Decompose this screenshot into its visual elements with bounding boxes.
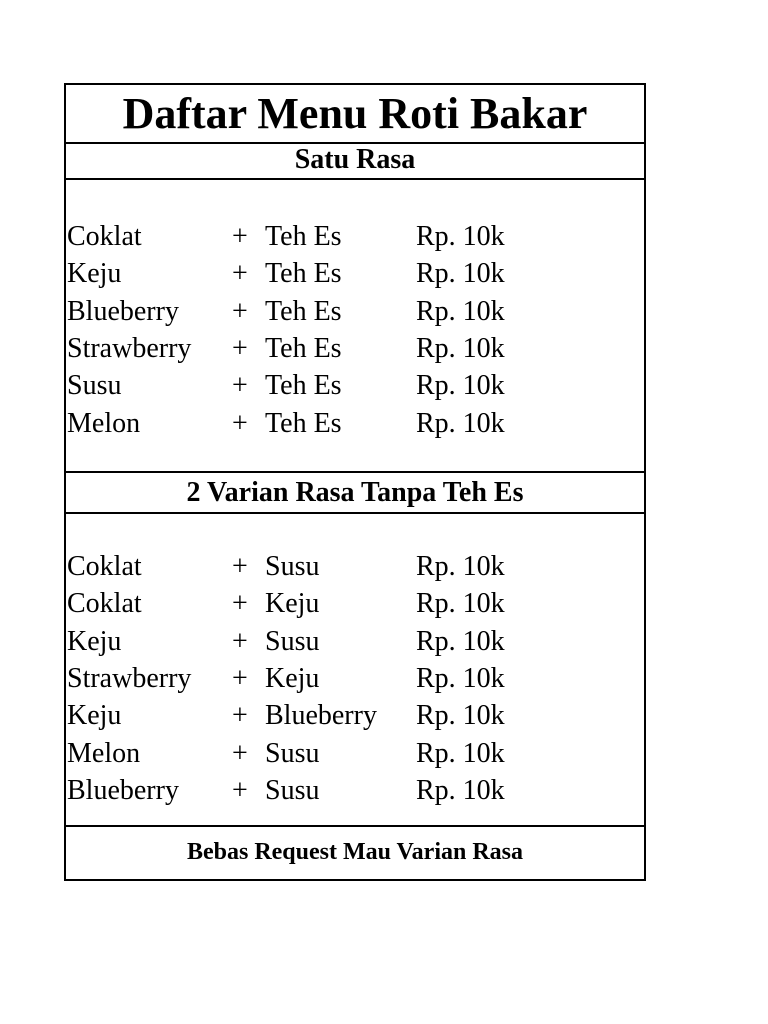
flavor-name: Melon xyxy=(67,407,141,439)
menu-item-row xyxy=(66,255,644,292)
price-label: Rp. 10k xyxy=(416,407,505,439)
flavor-name: Coklat xyxy=(67,551,142,582)
price-label: Rp. 10k xyxy=(416,662,505,694)
flavor-name: Blueberry xyxy=(67,295,179,327)
addon-name: Teh Es xyxy=(265,258,342,290)
flavor-name: Keju xyxy=(67,258,122,290)
price-label: Rp. 10k xyxy=(416,551,505,582)
flavor-name: Coklat xyxy=(67,588,142,620)
plus-sign: + xyxy=(232,295,248,327)
section-heading-dua-varian: 2 Varian Rasa Tanpa Teh Es xyxy=(186,477,524,508)
plus-sign: + xyxy=(232,407,248,439)
price-label: Rp. 10k xyxy=(416,700,505,732)
menu-title: Daftar Menu Roti Bakar xyxy=(122,89,588,138)
footer-note: Bebas Request Mau Varian Rasa xyxy=(186,839,524,865)
addon-name: Teh Es xyxy=(265,407,342,439)
menu-item-row xyxy=(66,548,644,585)
divider xyxy=(66,178,644,180)
menu-item-row xyxy=(66,697,644,734)
menu-item-row xyxy=(66,735,644,772)
plus-sign: + xyxy=(232,370,248,402)
price-label: Rp. 10k xyxy=(416,774,505,806)
price-label: Rp. 10k xyxy=(416,737,505,769)
price-label: Rp. 10k xyxy=(416,258,505,290)
flavor-name: Coklat xyxy=(67,221,142,252)
menu-item-row xyxy=(66,623,644,660)
menu-item-row xyxy=(66,585,644,622)
addon-name: Teh Es xyxy=(265,221,342,252)
plus-sign: + xyxy=(232,551,248,582)
flavor-name: Strawberry xyxy=(67,332,192,364)
price-label: Rp. 10k xyxy=(416,332,505,364)
flavor-name: Blueberry xyxy=(67,774,179,806)
price-label: Rp. 10k xyxy=(416,588,505,620)
flavor-name: Keju xyxy=(67,700,122,732)
flavor-name: Keju xyxy=(67,625,122,657)
price-label: Rp. 10k xyxy=(416,295,505,327)
menu-item-row xyxy=(66,330,644,367)
plus-sign: + xyxy=(232,625,248,657)
addon-name: Susu xyxy=(265,774,320,806)
plus-sign: + xyxy=(232,737,248,769)
flavor-name: Melon xyxy=(67,737,141,769)
addon-name: Susu xyxy=(265,551,320,582)
addon-name: Susu xyxy=(265,625,320,657)
menu-item-row xyxy=(66,293,644,330)
divider xyxy=(66,512,644,514)
addon-name: Keju xyxy=(265,588,320,620)
menu-item-row xyxy=(66,218,644,255)
plus-sign: + xyxy=(232,662,248,694)
price-label: Rp. 10k xyxy=(416,221,505,252)
menu-item-row xyxy=(66,367,644,404)
plus-sign: + xyxy=(232,221,248,252)
plus-sign: + xyxy=(232,774,248,806)
menu-item-row xyxy=(66,405,644,442)
menu-item-row xyxy=(66,660,644,697)
addon-name: Teh Es xyxy=(265,332,342,364)
plus-sign: + xyxy=(232,332,248,364)
flavor-name: Strawberry xyxy=(67,662,192,694)
plus-sign: + xyxy=(232,258,248,290)
addon-name: Susu xyxy=(265,737,320,769)
addon-name: Teh Es xyxy=(265,295,342,327)
section-heading-satu-rasa: Satu Rasa xyxy=(294,144,416,175)
addon-name: Blueberry xyxy=(265,700,377,732)
plus-sign: + xyxy=(232,588,248,620)
plus-sign: + xyxy=(232,700,248,732)
addon-name: Teh Es xyxy=(265,370,342,402)
menu-table xyxy=(64,83,646,881)
addon-name: Keju xyxy=(265,662,320,694)
flavor-name: Susu xyxy=(67,370,122,402)
price-label: Rp. 10k xyxy=(416,625,505,657)
price-label: Rp. 10k xyxy=(416,370,505,402)
menu-item-row xyxy=(66,772,644,809)
